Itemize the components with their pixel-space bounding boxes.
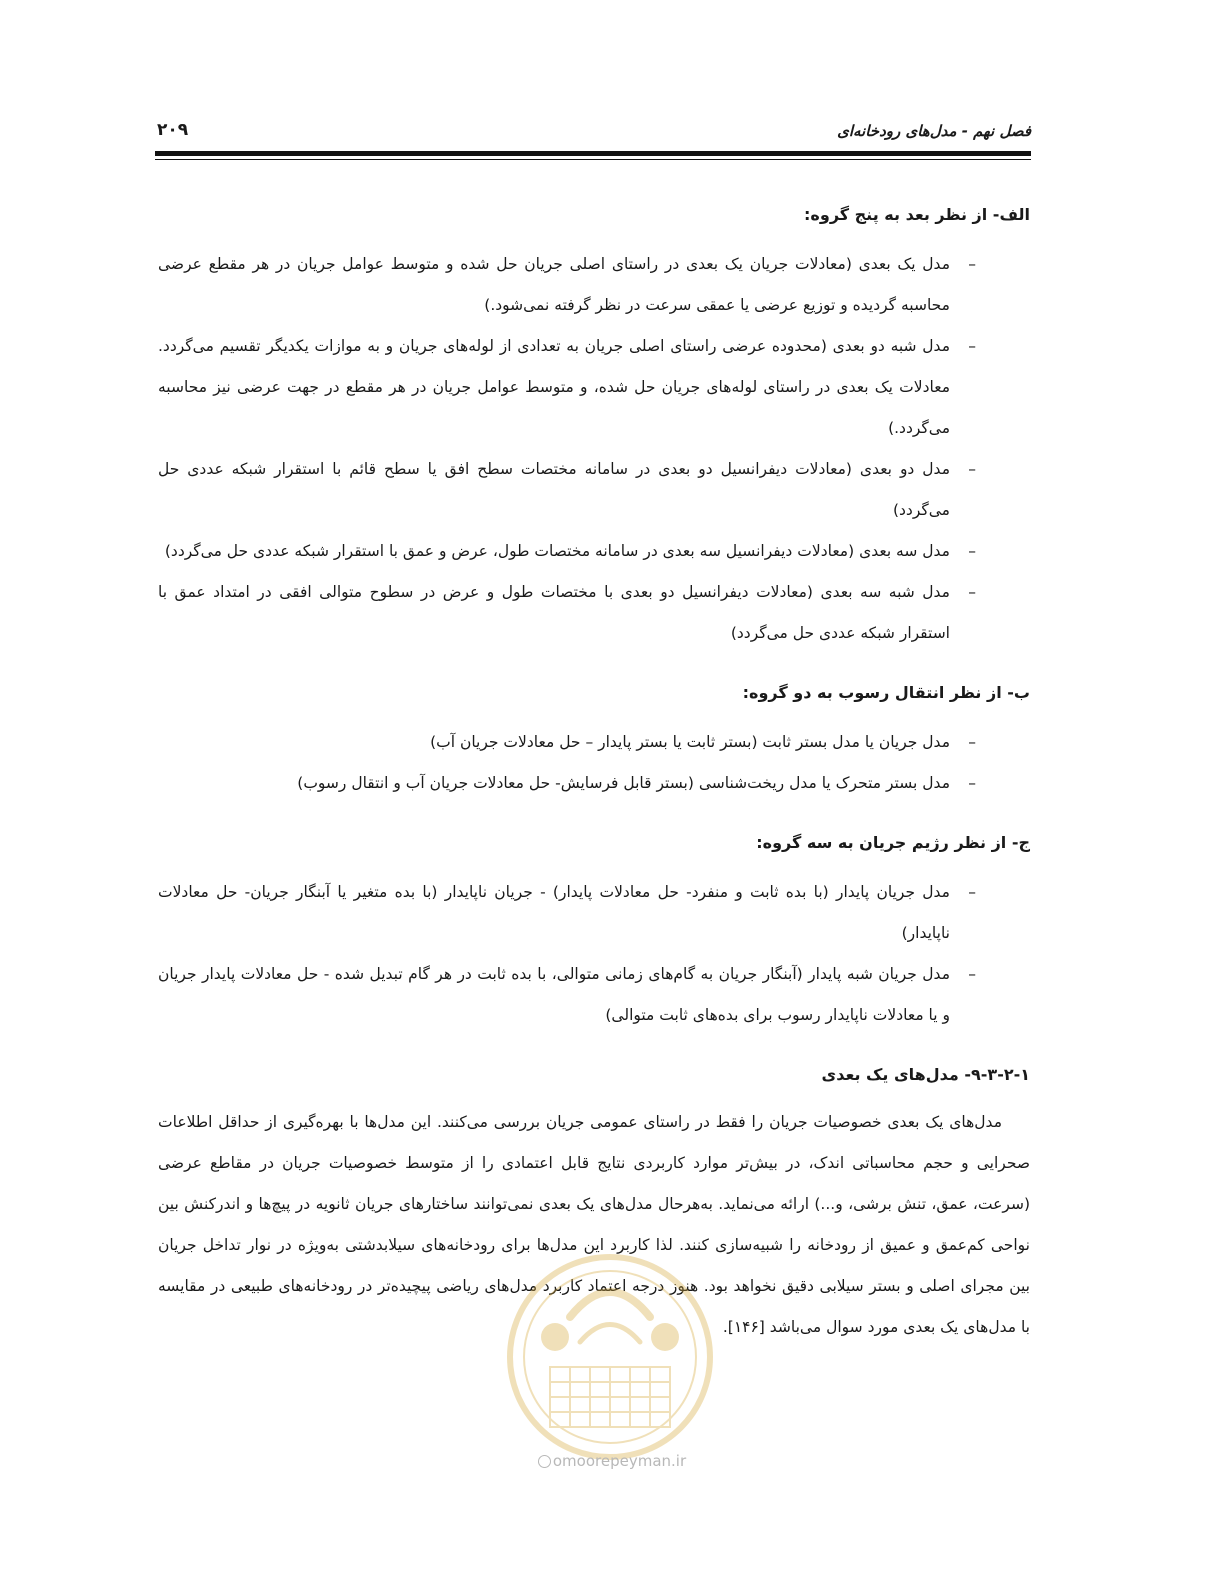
bullet-dash: –: [968, 583, 976, 601]
bullet-list: [158, 244, 1030, 654]
list-item-text: مدل یک بعدی (معادلات جریان یک بعدی در راستای اصلی جریان حل شده و متوسط عوامل جریان در هر مقطع عرضی محاسبه گردیده و توزیع عرضی یا عمقی سرعت در نظر گرفته نمی‌شود.): [158, 255, 950, 314]
watermark-url-text: omoorepeyman.ir: [552, 1452, 687, 1470]
section-heading: ب- از نظر انتقال رسوب به دو گروه:: [742, 683, 1030, 702]
list-item-text: مدل جریان یا مدل بستر ثابت (بستر ثابت یا بستر پایدار – حل معادلات جریان آب): [430, 733, 950, 751]
list-item-text: مدل دو بعدی (معادلات دیفرانسیل دو بعدی در سامانه مختصات سطح افق یا سطح قائم با استقرار شبکه عددی حل می‌گردد): [158, 460, 950, 519]
page-content: [158, 196, 1030, 1348]
section-sediment: [158, 674, 1030, 804]
list-item: [158, 954, 1030, 1036]
section-dimension: [158, 196, 1030, 654]
bullet-dash: –: [968, 255, 976, 273]
chapter-title: فصل نهم - مدل‌های رودخانه‌ای: [837, 122, 1031, 140]
bullet-list: [158, 872, 1030, 1036]
list-item-text: مدل شبه دو بعدی (محدوده عرضی راستای اصلی جریان به تعدادی از لوله‌های جریان و به موازات یکدیگر تقسیم می‌گردد. معادلات یک بعدی در راستای لوله‌های جریان حل شده، و متوسط عوامل جریان در هر مقطع در جهت عرضی نیز محاسبه می‌گردد.): [158, 337, 950, 437]
list-item: [158, 531, 1030, 572]
subsection-one-dimensional-models: [158, 1056, 1030, 1348]
bullet-dash: –: [968, 460, 976, 478]
list-item: [158, 763, 1030, 804]
header-rule-thick: [155, 151, 1031, 156]
section-heading: ج- از نظر رژیم جریان به سه گروه:: [756, 833, 1030, 852]
list-item: [158, 572, 1030, 654]
list-item-text: مدل سه بعدی (معادلات دیفرانسیل سه بعدی در سامانه مختصات طول، عرض و عمق با استقرار شبکه عددی حل می‌گردد): [164, 542, 950, 560]
watermark-url: [0, 1452, 1224, 1470]
list-item-text: مدل جریان شبه پایدار (آبنگار جریان به گام‌های زمانی متوالی، با بده ثابت در هر گام تبدیل شده - حل معادلات پایدار جریان و یا معادلات ناپایدار رسوب برای بده‌های ثابت متوالی): [158, 965, 950, 1024]
list-item-text: مدل بستر متحرک یا مدل ریخت‌شناسی (بستر قابل فرسایش- حل معادلات جریان آب و انتقال رسوب): [297, 774, 950, 792]
bullet-list: [158, 722, 1030, 804]
list-item: [158, 872, 1030, 954]
bullet-dash: –: [968, 337, 976, 355]
bullet-dash: –: [968, 883, 976, 901]
header-rule-thin: [155, 159, 1031, 160]
subsection-heading: ۹-۳-۲-۱- مدل‌های یک بعدی: [821, 1065, 1030, 1084]
body-paragraph: مدل‌های یک بعدی خصوصیات جریان را فقط در راستای عمومی جریان بررسی می‌کنند. این مدل‌ها با بهره‌گیری از حداقل اطلاعات صحرایی و حجم محاسباتی اندک، در بیش‌تر موارد کاربردی نتایج قابل اعتمادی را از متوسط خصوصیات جریان در مقاطع عرضی (سرعت، عمق، تنش برشی، و...) ارائه می‌نماید. به‌هرحال مدل‌های یک بعدی نمی‌توانند ساختارهای جریان ثانویه در پیچ‌ها و اندرکنش بین نواحی کم‌عمق و عمیق از رودخانه را شبیه‌سازی کنند. لذا کاربرد این مدل‌ها برای رودخانه‌های سیلابدشتی به‌ویژه در نوار تداخل جریان بین مجرای اصلی و بستر سیلابی دقیق نخواهد بود. هنوز درجه اعتماد کاربرد مدل‌های ریاضی پیچیده‌تر در رودخانه‌های طبیعی در مقایسه با مدل‌های یک بعدی مورد سوال می‌باشد [۱۴۶].: [158, 1113, 1030, 1336]
globe-icon: [538, 1455, 551, 1468]
section-heading: الف- از نظر بعد به پنج گروه:: [804, 205, 1030, 224]
bullet-dash: –: [968, 965, 976, 983]
list-item: [158, 326, 1030, 449]
list-item: [158, 449, 1030, 531]
bullet-dash: –: [968, 733, 976, 751]
section-flow-regime: [158, 824, 1030, 1036]
list-item: [158, 244, 1030, 326]
bullet-dash: –: [968, 774, 976, 792]
page-number: ۲۰۹: [157, 120, 189, 140]
page-header: [155, 118, 1031, 148]
list-item-text: مدل شبه سه بعدی (معادلات دیفرانسیل دو بعدی با مختصات طول و عرض در سطوح متوالی افقی در امتداد عمق با استقرار شبکه عددی حل می‌گردد): [158, 583, 950, 642]
list-item-text: مدل جریان پایدار (با بده ثابت و منفرد- حل معادلات پایدار) - جریان ناپایدار (با بده متغیر یا آبنگار جریان- حل معادلات ناپایدار): [158, 883, 950, 942]
bullet-dash: –: [968, 542, 976, 560]
list-item: [158, 722, 1030, 763]
